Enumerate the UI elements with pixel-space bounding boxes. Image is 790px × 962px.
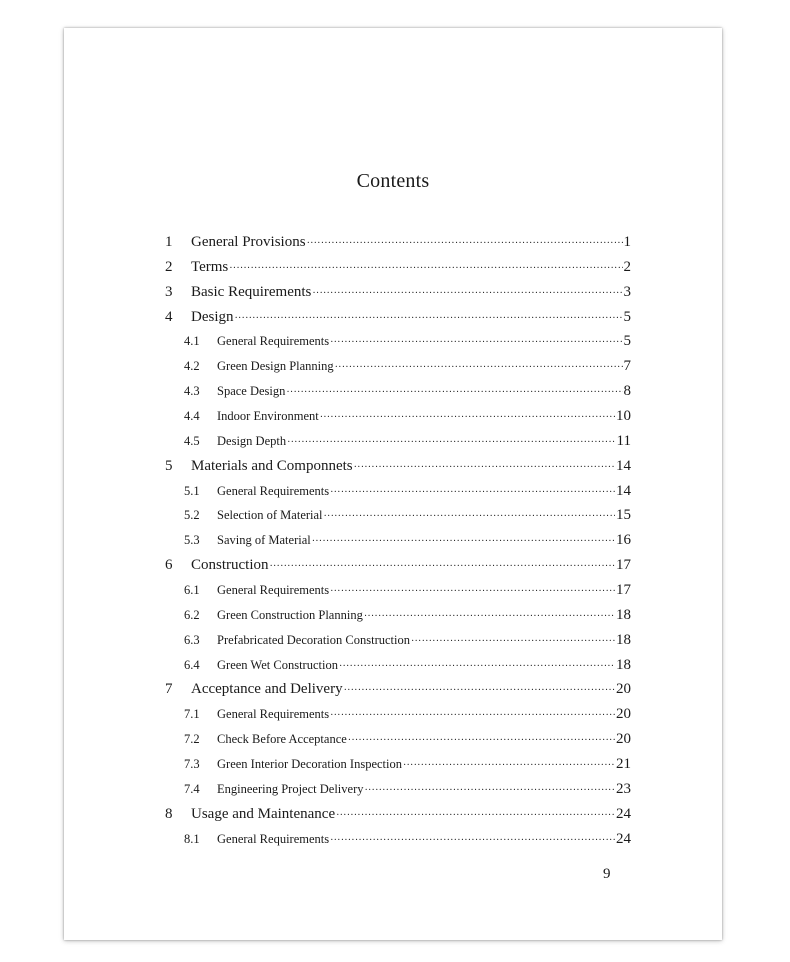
toc-entry-title: Green Interior Decoration Inspection bbox=[217, 757, 402, 772]
dot-leader bbox=[320, 406, 615, 431]
toc-section-entry bbox=[165, 503, 631, 528]
toc-section-entry bbox=[165, 379, 631, 404]
toc-section-entry bbox=[165, 528, 631, 553]
toc-entry-number: 6.3 bbox=[184, 632, 200, 647]
dot-leader bbox=[364, 605, 615, 630]
toc-entry-title: General Requirements bbox=[217, 707, 330, 722]
toc-section-entry bbox=[165, 752, 631, 777]
toc-entry-number: 6 bbox=[165, 557, 173, 574]
toc-entry-number: 5 bbox=[165, 457, 173, 474]
dot-leader bbox=[330, 481, 615, 506]
dot-leader bbox=[403, 754, 615, 779]
dot-leader bbox=[330, 580, 615, 605]
toc-entry-number: 2 bbox=[165, 258, 173, 275]
toc-entry-page: 7 bbox=[623, 358, 631, 375]
toc-section-entry bbox=[165, 727, 631, 752]
toc-chapter-entry bbox=[165, 553, 631, 578]
toc-entry-title: Check Before Acceptance bbox=[217, 732, 347, 747]
toc-entry-page: 14 bbox=[616, 457, 631, 474]
page-number: 9 bbox=[603, 866, 611, 882]
toc-section-entry bbox=[165, 479, 631, 504]
toc-section-entry bbox=[165, 578, 631, 603]
toc-entry-title: Prefabricated Decoration Construction bbox=[217, 632, 410, 647]
toc-entry-title: Construction bbox=[191, 557, 269, 574]
toc-entry-number: 7.4 bbox=[184, 781, 200, 796]
toc-entry-title: Green Wet Construction bbox=[217, 657, 338, 672]
toc-entry-page: 8 bbox=[623, 383, 631, 400]
dot-leader bbox=[229, 257, 622, 282]
toc-entry-page: 17 bbox=[616, 582, 631, 599]
toc-entry-title: Indoor Environment bbox=[217, 409, 319, 424]
toc-chapter-entry bbox=[165, 305, 631, 330]
toc-entry-page: 17 bbox=[616, 557, 631, 574]
toc-section-entry bbox=[165, 404, 631, 429]
toc-entry-number: 4.4 bbox=[184, 409, 200, 424]
toc-section-entry bbox=[165, 429, 631, 454]
page-title: Contents bbox=[356, 170, 430, 192]
toc-entry-number: 7.2 bbox=[184, 732, 200, 747]
toc-entry-title: General Requirements bbox=[217, 334, 330, 349]
toc-entry-title: Space Design bbox=[217, 384, 286, 399]
toc-entry-number: 8 bbox=[165, 805, 173, 822]
toc-entry-number: 4 bbox=[165, 308, 173, 325]
toc-entry-title: Terms bbox=[191, 258, 229, 275]
toc-entry-number: 4.1 bbox=[184, 334, 200, 349]
toc-entry-title: Green Construction Planning bbox=[217, 607, 363, 622]
toc-entry-title: General Requirements bbox=[217, 583, 330, 598]
dot-leader bbox=[330, 704, 615, 729]
toc-section-entry bbox=[165, 653, 631, 678]
dot-leader bbox=[324, 505, 615, 530]
toc-entry-page: 24 bbox=[616, 830, 631, 847]
toc-entry-number: 4.3 bbox=[184, 384, 200, 399]
toc-entry-title: General Requirements bbox=[217, 483, 330, 498]
toc-entry-number: 7.1 bbox=[184, 707, 200, 722]
toc-entry-number: 5.3 bbox=[184, 533, 200, 548]
toc-entry-page: 20 bbox=[616, 706, 631, 723]
toc-entry-page: 20 bbox=[616, 731, 631, 748]
toc-chapter-entry bbox=[165, 230, 631, 255]
dot-leader bbox=[270, 555, 616, 580]
dot-leader bbox=[335, 356, 623, 381]
toc-entry-number: 7.3 bbox=[184, 757, 200, 772]
toc-chapter-entry bbox=[165, 280, 631, 305]
toc-entry-title: Acceptance and Delivery bbox=[191, 681, 343, 698]
dot-leader bbox=[330, 829, 615, 854]
toc-entry-title: Saving of Material bbox=[217, 533, 311, 548]
toc-entry-title: General Provisions bbox=[191, 234, 306, 250]
dot-leader bbox=[330, 331, 622, 356]
dot-leader bbox=[411, 630, 615, 655]
toc-entry-page: 18 bbox=[616, 606, 631, 623]
toc-entry-page: 20 bbox=[616, 681, 631, 698]
toc-entry-title: Selection of Material bbox=[217, 508, 323, 523]
toc-section-entry bbox=[165, 702, 631, 727]
toc-entry-page: 15 bbox=[616, 507, 631, 524]
toc-entry-number: 6.2 bbox=[184, 607, 200, 622]
toc-entry-number: 7 bbox=[165, 681, 173, 698]
toc-section-entry bbox=[165, 329, 631, 354]
dot-leader bbox=[235, 307, 623, 332]
toc-entry-page: 1 bbox=[623, 234, 631, 250]
toc-entry-page: 23 bbox=[616, 780, 631, 797]
toc-entry-title: General Requirements bbox=[217, 831, 330, 846]
toc-entry-title: Basic Requirements bbox=[191, 283, 312, 300]
toc-entry-page: 21 bbox=[616, 756, 631, 773]
dot-leader bbox=[364, 779, 615, 804]
toc-entry-number: 5.1 bbox=[184, 483, 200, 498]
dot-leader bbox=[312, 530, 615, 555]
dot-leader bbox=[287, 431, 615, 456]
dot-leader bbox=[336, 804, 615, 829]
toc-entry-page: 10 bbox=[616, 408, 631, 425]
dot-leader bbox=[307, 232, 623, 257]
table-of-contents bbox=[165, 230, 631, 851]
toc-entry-page: 14 bbox=[616, 482, 631, 499]
toc-section-entry bbox=[165, 603, 631, 628]
toc-chapter-entry bbox=[165, 802, 631, 827]
toc-entry-page: 18 bbox=[616, 656, 631, 673]
toc-entry-title: Green Design Planning bbox=[217, 359, 334, 374]
dot-leader bbox=[348, 729, 615, 754]
toc-entry-number: 8.1 bbox=[184, 831, 200, 846]
toc-chapter-entry bbox=[165, 677, 631, 702]
toc-section-entry bbox=[165, 777, 631, 802]
toc-section-entry bbox=[165, 827, 631, 852]
toc-entry-page: 11 bbox=[616, 432, 631, 449]
toc-chapter-entry bbox=[165, 255, 631, 280]
toc-entry-page: 2 bbox=[623, 258, 631, 275]
toc-entry-page: 24 bbox=[616, 805, 631, 822]
toc-entry-number: 4.5 bbox=[184, 433, 200, 448]
toc-entry-page: 16 bbox=[616, 532, 631, 549]
toc-entry-title: Engineering Project Delivery bbox=[217, 781, 364, 796]
dot-leader bbox=[344, 679, 615, 704]
toc-entry-number: 3 bbox=[165, 283, 173, 300]
document-page bbox=[64, 28, 722, 940]
toc-entry-page: 5 bbox=[623, 333, 631, 350]
dot-leader bbox=[354, 456, 615, 481]
toc-entry-title: Design bbox=[191, 308, 234, 325]
dot-leader bbox=[339, 655, 615, 680]
toc-entry-page: 18 bbox=[616, 631, 631, 648]
toc-chapter-entry bbox=[165, 454, 631, 479]
dot-leader bbox=[312, 282, 622, 307]
toc-entry-page: 5 bbox=[623, 308, 631, 325]
toc-entry-number: 1 bbox=[165, 234, 173, 250]
toc-entry-number: 6.4 bbox=[184, 657, 200, 672]
toc-entry-title: Usage and Maintenance bbox=[191, 805, 336, 822]
toc-entry-number: 6.1 bbox=[184, 583, 200, 598]
toc-entry-title: Materials and Componnets bbox=[191, 457, 353, 474]
toc-entry-title: Design Depth bbox=[217, 433, 287, 448]
dot-leader bbox=[286, 381, 622, 406]
toc-entry-number: 5.2 bbox=[184, 508, 200, 523]
toc-entry-page: 3 bbox=[623, 283, 631, 300]
toc-entry-number: 4.2 bbox=[184, 359, 200, 374]
toc-section-entry bbox=[165, 354, 631, 379]
toc-section-entry bbox=[165, 628, 631, 653]
